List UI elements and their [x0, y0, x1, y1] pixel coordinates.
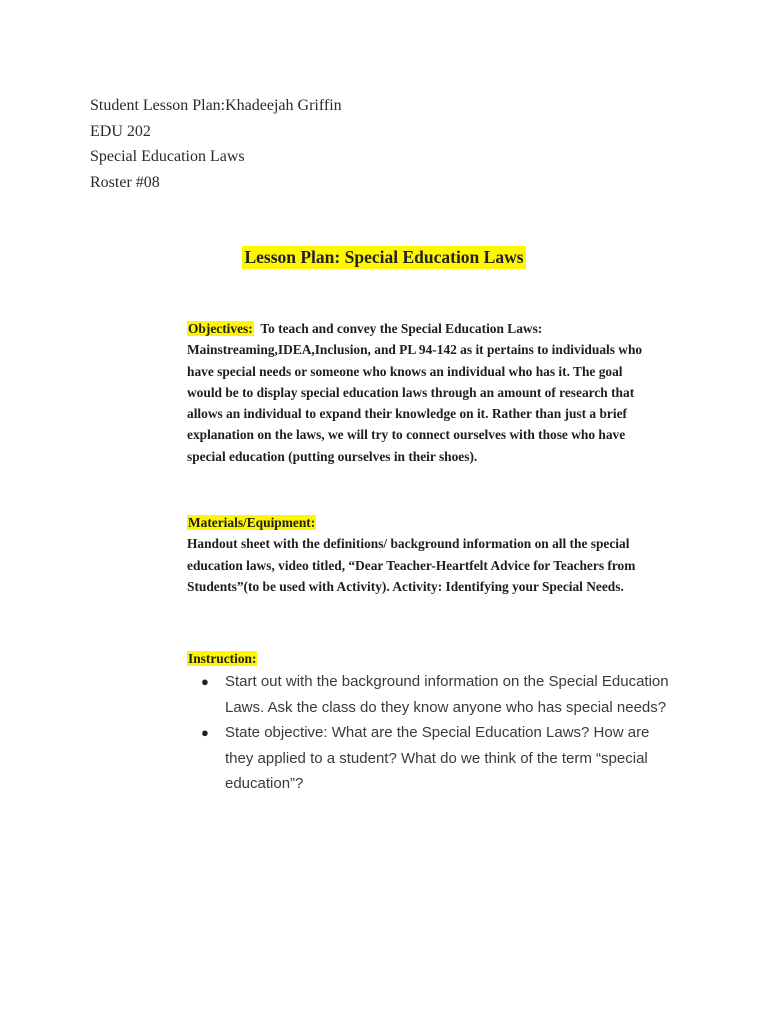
objectives-text: To teach and convey the Special Education Laws: Mainstreaming,IDEA,Inclusion, and PL 94-142 as it pertains to individuals who have special needs or someone who knows an individual who has it. The goal would be to display special education laws through an amount of research that allows an individual to expand their knowledge on it. Rather than just a brief explanation on the laws, we will try to connect ourselves with those who have special education (putting ourselves in their shoes).: [187, 321, 643, 464]
topic-line: Special Education Laws: [90, 148, 245, 165]
roster-line: Roster #08: [90, 173, 160, 191]
bullet-icon: ●: [201, 674, 209, 689]
materials-label: Materials/Equipment:: [188, 515, 316, 530]
objectives-section: [187, 318, 647, 467]
instruction-label: Instruction:: [188, 651, 257, 666]
lesson-plan-title-text: Lesson Plan: Special Education Laws: [244, 247, 524, 267]
instruction-list: [200, 669, 670, 797]
lesson-plan-title: [0, 245, 768, 269]
document-header: [90, 93, 342, 195]
instruction-section: [187, 648, 647, 669]
student-name-line: Student Lesson Plan:Khadeejah Griffin: [90, 97, 342, 114]
instruction-item: [200, 669, 670, 720]
instruction-item: [200, 720, 670, 797]
instruction-item-text: Start out with the background information on the Special Education Laws. Ask the class do they know anyone who has special needs?: [225, 673, 669, 716]
materials-section: [187, 512, 647, 597]
objectives-label: Objectives:: [188, 321, 253, 336]
bullet-icon: ●: [201, 725, 209, 740]
course-code-line: EDU 202: [90, 122, 151, 140]
instruction-item-text: State objective: What are the Special Education Laws? How are they applied to a student? What do we think of the term “special education”?: [225, 724, 650, 792]
materials-text: Handout sheet with the definitions/ background information on all the special education laws, video titled, “Dear Teacher-Heartfelt Advice for Teachers from Students”(to be used with Activity). Activity: Identifying your Special Needs.: [187, 536, 636, 594]
